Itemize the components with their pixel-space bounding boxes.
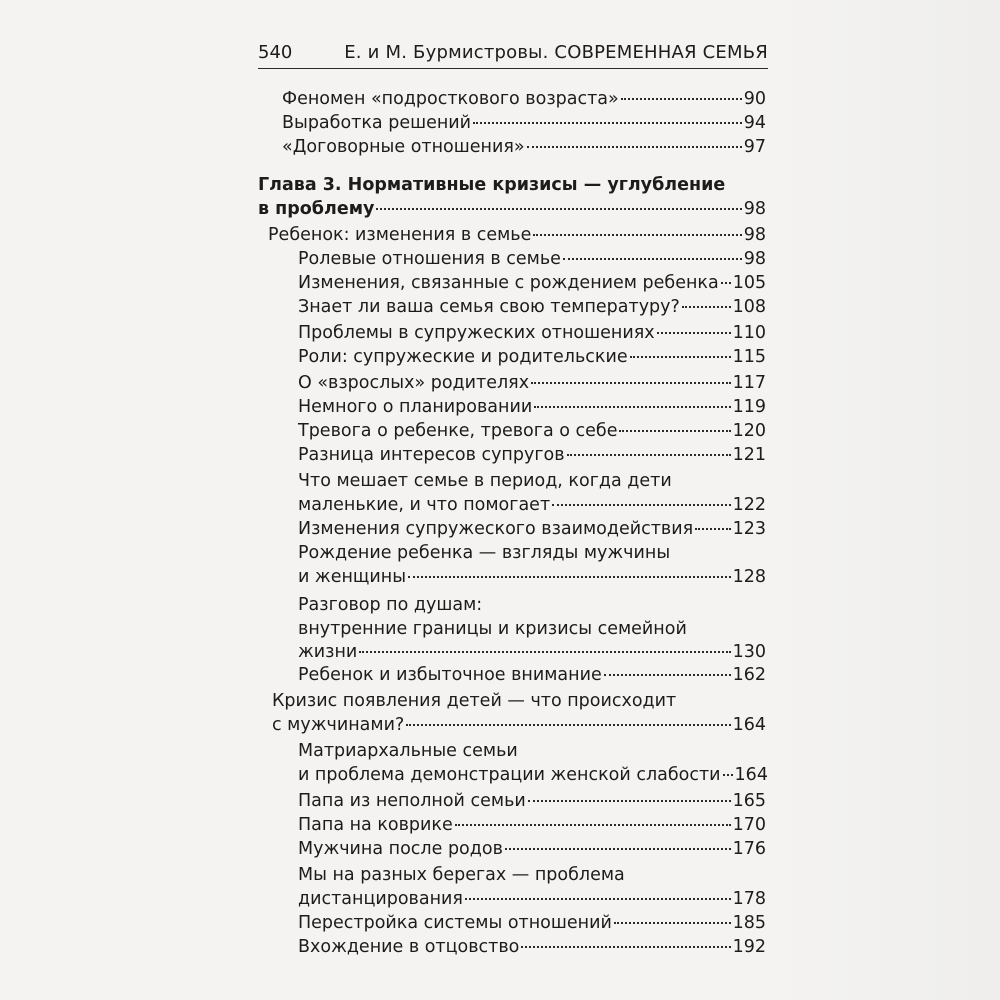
toc-entry: Рождение ребенка — взгляды мужчины и женщины 128 [298,543,766,587]
toc-entry: Вхождение в отцовство 192 [298,937,766,957]
toc-entry: Изменения, связанные с рождением ребенка 105 [298,273,767,293]
toc-entry: Изменения супружеского взаимодействия 123 [298,519,766,539]
toc-chapter-entry: Глава 3. Нормативные кризисы — углубление в проблему 98 [258,175,766,219]
toc-entry: Выработка решений 94 [282,113,766,133]
toc-entry: Что мешает семье в период, когда дети маленькие, и что помогает 122 [298,471,766,515]
toc-entry: Тревога о ребенке, тревога о себе 120 [298,421,766,441]
toc-entry: Кризис появления детей — что происходит с мужчинами? 164 [272,691,766,735]
page-number: 540 [258,42,293,63]
toc-entry: Проблемы в супружеских отношениях 110 [298,323,766,343]
toc-entry: Феномен «подросткового возраста» 90 [282,89,766,109]
toc-entry: Ребенок и избыточное внимание 162 [298,665,766,685]
toc-entry: Папа из неполной семьи 165 [298,791,766,811]
toc-entry: Разница интересов супругов 121 [298,445,766,465]
toc-entry: Перестройка системы отношений 185 [298,913,766,933]
toc-entry: Знает ли ваша семья свою температуру? 108 [298,297,766,317]
toc-entry: Ребенок: изменения в семье 98 [268,225,766,245]
toc-entry: Папа на коврике 170 [298,815,766,835]
toc-entry: «Договорные отношения» 97 [282,137,766,157]
toc-entry: Матриархальные семьи и проблема демонстрации женской слабости 164 [298,741,768,785]
toc-entry: Разговор по душам: внутренние границы и кризисы семейной жизни 130 [298,595,766,662]
toc-entry: Мы на разных берегах — проблема дистанцирования 178 [298,865,766,909]
toc-entry: Мужчина после родов 176 [298,839,766,859]
running-title: Е. и М. Бурмистровы. СОВРЕМЕННАЯ СЕМЬЯ [344,42,768,63]
toc-entry: Ролевые отношения в семье 98 [298,249,766,269]
toc-entry: Немного о планировании 119 [298,397,766,417]
toc-entry: Роли: супружеские и родительские 115 [298,347,766,367]
toc-entry: О «взрослых» родителях 117 [298,373,766,393]
